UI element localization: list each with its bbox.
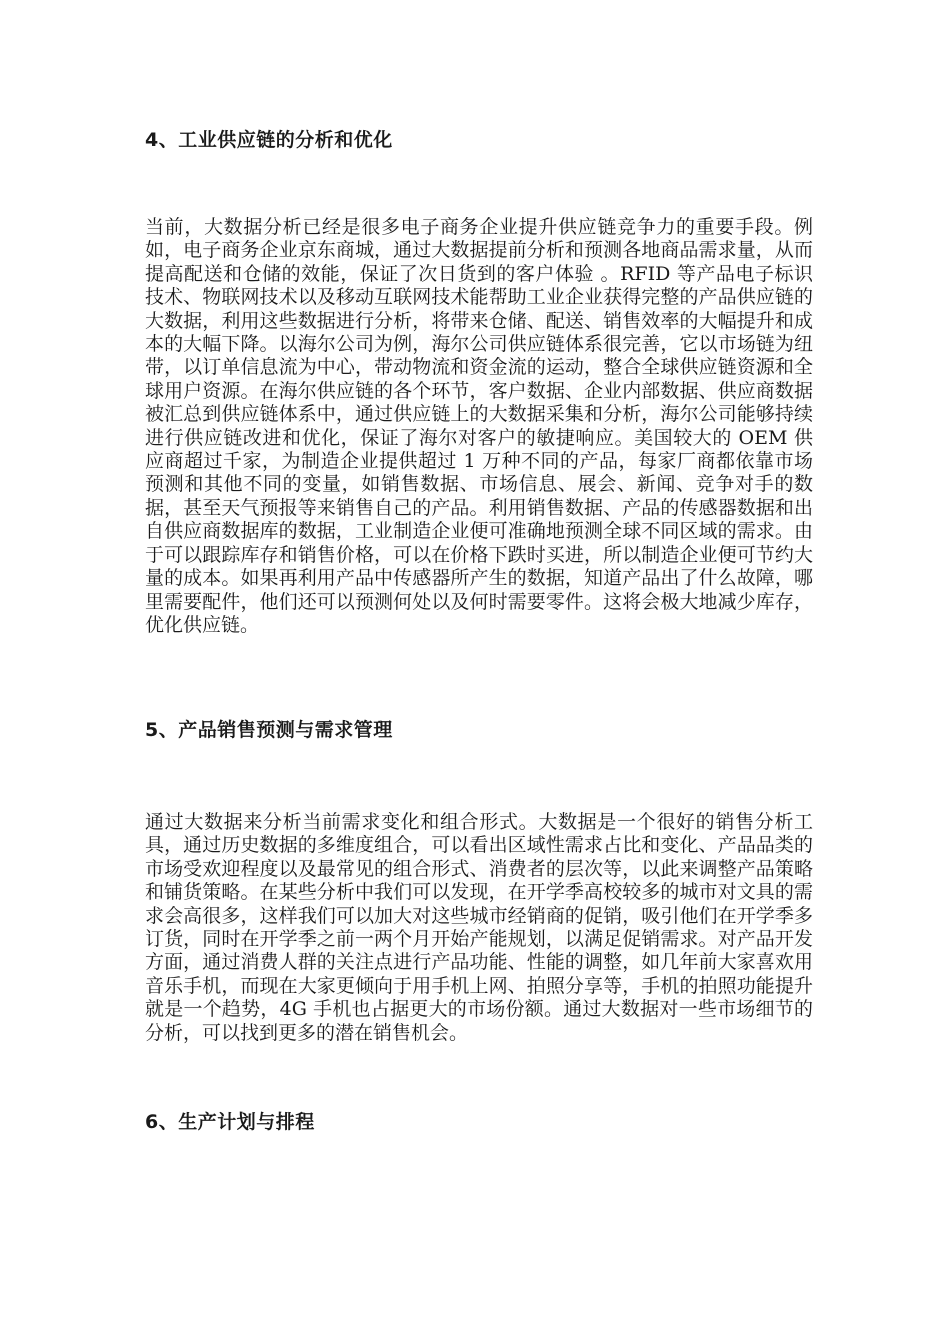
section-heading-sales-forecast: 5、产品销售预测与需求管理 [145, 719, 393, 741]
section-heading-supply-chain: 4、工业供应链的分析和优化 [145, 129, 393, 151]
section-body-supply-chain: 当前，大数据分析已经是很多电子商务企业提升供应链竞争力的重要手段。例如，电子商务企业京东商城，通过大数据提前分析和预测各地商品需求量，从而提高配送和仓储的效能，保证了次日货到的客户体验 。RFID 等产品电子标识技术、物联网技术以及移动互联网技术能帮助工业企业获得完整的产品供应链的大数据，利用这些数据进行分析，将带来仓储、配送、销售效率的大幅提升和成本的大幅下降。以海尔公司为例，海尔公司供应链体系很完善，它以市场链为纽带，以订单信息流为中心，带动物流和资金流的运动，整合全球供应链资源和全球用户资源。在海尔供应链的各个环节，客户数据、企业内部数据、供应商数据被汇总到供应链体系中，通过供应链上的大数据采集和分析，海尔公司能够持续进行供应链改进和优化，保证了海尔对客户的敏捷响应。美国较大的 OEM 供应商超过千家，为制造企业提供超过 1 万种不同的产品，每家厂商都依靠市场预测和其他不同的变量，如销售数据、市场信息、展会、新闻、竞争对手的数据，甚至天气预报等来销售自己的产品。利用销售数据、产品的传感器数据和出自供应商数据库的数据，工业制造企业便可准确地预测全球不同区域的需求。由于可以跟踪库存和销售价格，可以在价格下跌时买进，所以制造企业便可节约大量的成本。如果再利用产品中传感器所产生的数据，知道产品出了什么故障，哪里需要配件，他们还可以预测何处以及何时需要零件。这将会极大地减少库存，优化供应链。 [145, 216, 813, 636]
section-body-sales-forecast: 通过大数据来分析当前需求变化和组合形式。大数据是一个很好的销售分析工具，通过历史数据的多维度组合，可以看出区域性需求占比和变化、产品品类的市场受欢迎程度以及最常见的组合形式、消费者的层次等，以此来调整产品策略和铺货策略。在某些分析中我们可以发现，在开学季高校较多的城市对文具的需求会高很多，这样我们可以加大对这些城市经销商的促销，吸引他们在开学季多订货，同时在开学季之前一两个月开始产能规划，以满足促销需求。对产品开发方面，通过消费人群的关注点进行产品功能、性能的调整，如几年前大家喜欢用音乐手机，而现在大家更倾向于用手机上网、拍照分享等，手机的拍照功能提升就是一个趋势，4G 手机也占据更大的市场份额。通过大数据对一些市场细节的分析，可以找到更多的潜在销售机会。 [145, 811, 813, 1044]
section-heading-production-planning: 6、生产计划与排程 [145, 1111, 315, 1133]
